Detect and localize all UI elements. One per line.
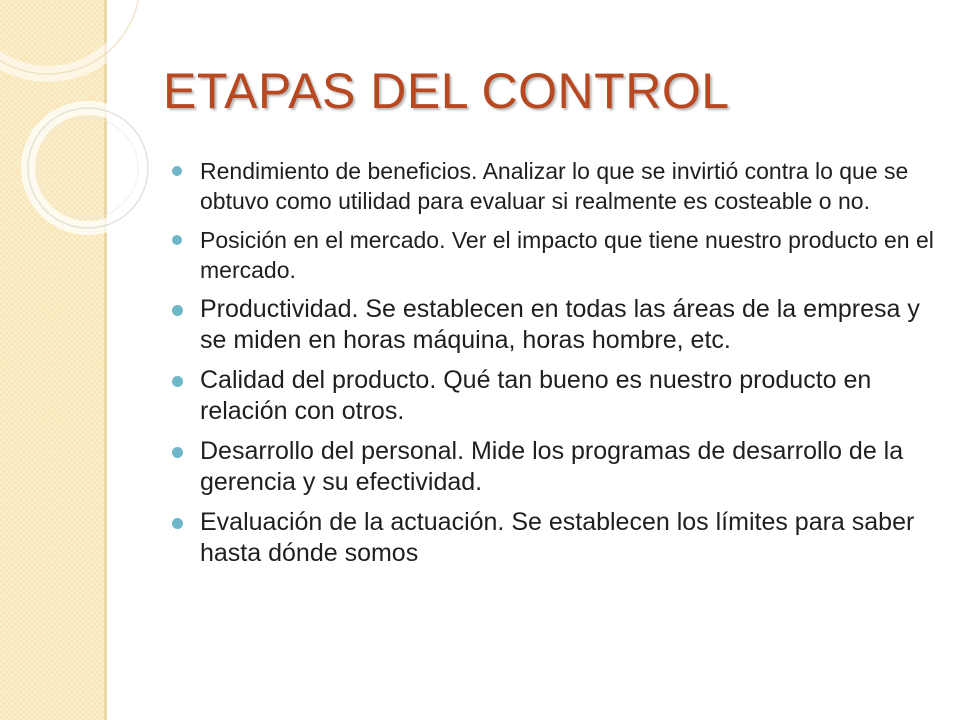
bullet-dot-icon (172, 376, 183, 387)
list-item (164, 365, 934, 427)
list-item (164, 225, 934, 285)
bullet-dot-icon (172, 235, 182, 245)
list-item (164, 156, 934, 216)
list-item (164, 507, 934, 569)
bullet-text: Desarrollo del personal. Mide los programas de desarrollo de la gerencia y su efectividad. (200, 437, 904, 496)
bullet-dot-icon (172, 305, 183, 316)
slide-title: ETAPAS DEL CONTROL (163, 63, 730, 119)
bullet-list (164, 156, 934, 578)
bullet-text: Rendimiento de beneficios. Analizar lo que se invirtió contra lo que se obtuvo como utilidad para evaluar si realmente es costeable o no. (200, 158, 909, 214)
bullet-dot-icon (172, 166, 182, 176)
bullet-text: Productividad. Se establecen en todas las áreas de la empresa y se miden en horas máquina, horas hombre, etc. (200, 295, 920, 354)
bullet-text: Evaluación de la actuación. Se establecen los límites para saber hasta dónde somos (200, 508, 915, 567)
bullet-dot-icon (172, 447, 183, 458)
bullet-text: Posición en el mercado. Ver el impacto que tiene nuestro producto en el mercado. (200, 227, 934, 283)
bullet-text: Calidad del producto. Qué tan bueno es nuestro producto en relación con otros. (200, 366, 872, 425)
list-item (164, 436, 934, 498)
list-item (164, 294, 934, 356)
bullet-dot-icon (172, 518, 183, 529)
